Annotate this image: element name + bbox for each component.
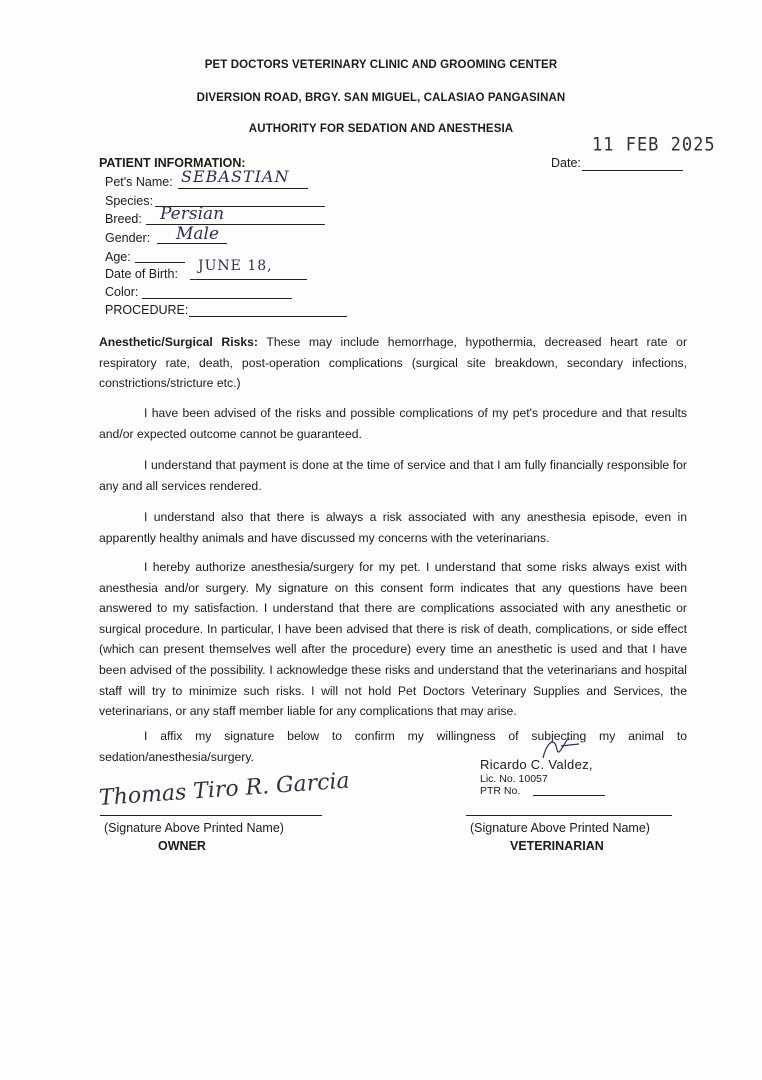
risk-anesthesia-paragraph [99, 507, 687, 548]
clinic-name: PET DOCTORS VETERINARY CLINIC AND GROOMING CENTER [204, 59, 558, 71]
vet-signature-caption: (Signature Above Printed Name) [470, 821, 650, 835]
owner-role: OWNER [158, 839, 206, 853]
date-label: Date: [551, 156, 581, 170]
procedure-line [189, 316, 347, 317]
date-stamp: 11 FEB 2025 [592, 134, 716, 156]
owner-signature-caption: (Signature Above Printed Name) [104, 821, 284, 835]
color-line [142, 298, 292, 299]
affix-text: I affix my signature below to confirm my willingness of subjecting my animal to sedation/anesthesia/surgery. [99, 729, 687, 764]
gender-value: Male [176, 224, 220, 244]
gender-label: Gender: [105, 231, 151, 245]
breed-line [146, 224, 325, 225]
vet-stamp-license: Lic. No. 10057 [480, 773, 548, 785]
risk-anesthesia-text: I understand also that there is always a risk associated with any anesthesia episode, even in apparently healthy animals and have discussed my concerns with the veterinarians. [99, 510, 687, 545]
risks-heading: Anesthetic/Surgical Risks: [99, 335, 258, 349]
vet-stamp-ptr: PTR No. [480, 785, 521, 797]
vet-role: VETERINARIAN [510, 839, 604, 853]
advised-text: I have been advised of the risks and possible complications of my pet's procedure and that results and/or expected outcome cannot be guaranteed. [99, 406, 687, 441]
clinic-address: DIVERSION ROAD, BRGY. SAN MIGUEL, CALASIAO PANGASINAN [196, 92, 566, 104]
vet-signature-line [466, 815, 672, 816]
risks-paragraph [99, 332, 687, 394]
form-title: AUTHORITY FOR SEDATION AND ANESTHESIA [248, 123, 514, 135]
owner-signature: Thomas Tiro R. Garcia [98, 768, 351, 811]
vet-ptr-line [533, 795, 605, 796]
authorization-paragraph [99, 557, 687, 722]
payment-paragraph [99, 455, 687, 496]
risks-text: These may include hemorrhage, hypothermia, decreased heart rate or respiratory rate, death, post-operation complications (surgical site breakdown, secondary infections, constrictions/stricture etc.) [99, 335, 688, 391]
authorization-text: I hereby authorize anesthesia/surgery for my pet. I understand that some risks always exist with anesthesia and/or surgery. My signature on this consent form indicates that any questions have been answered to my satisfaction. I understand that there are complications associated with any anesthetic or surgical procedure. In particular, I have been advised that there is risk of death, complications, or side effect (which can present themselves well after the procedure) every time an anesthetic is used and that I have been advised of the possibility. I acknowledge these risks and understand that the veterinarians and hospital staff will try to minimize such risks. I will not hold Pet Doctors Veterinary Supplies and Services, the veterinarians, or any staff member liable for any complications that may arise. [99, 560, 687, 719]
pets-name-value: SEBASTIAN [181, 167, 290, 186]
dob-line [190, 279, 307, 280]
advised-paragraph [99, 403, 687, 444]
procedure-label: PROCEDURE: [105, 303, 189, 317]
date-line [582, 170, 683, 171]
affix-paragraph [99, 726, 687, 767]
breed-label: Breed: [105, 212, 142, 226]
owner-signature-line [100, 815, 322, 816]
pets-name-label: Pet's Name: [105, 175, 173, 189]
dob-value: JUNE 18, [198, 258, 273, 274]
dob-label: Date of Birth: [105, 267, 178, 281]
vet-stamp-name: Ricardo C. Valdez, [480, 757, 593, 772]
breed-value: Persian [160, 204, 225, 224]
pets-name-line [178, 188, 308, 189]
payment-text: I understand that payment is done at the time of service and that I am fully financially responsible for any and all services rendered. [99, 458, 687, 493]
species-label: Species: [105, 194, 153, 208]
age-line [135, 262, 185, 263]
color-label: Color: [105, 285, 139, 299]
patient-info-heading: PATIENT INFORMATION: [99, 156, 246, 170]
age-label: Age: [105, 250, 131, 264]
